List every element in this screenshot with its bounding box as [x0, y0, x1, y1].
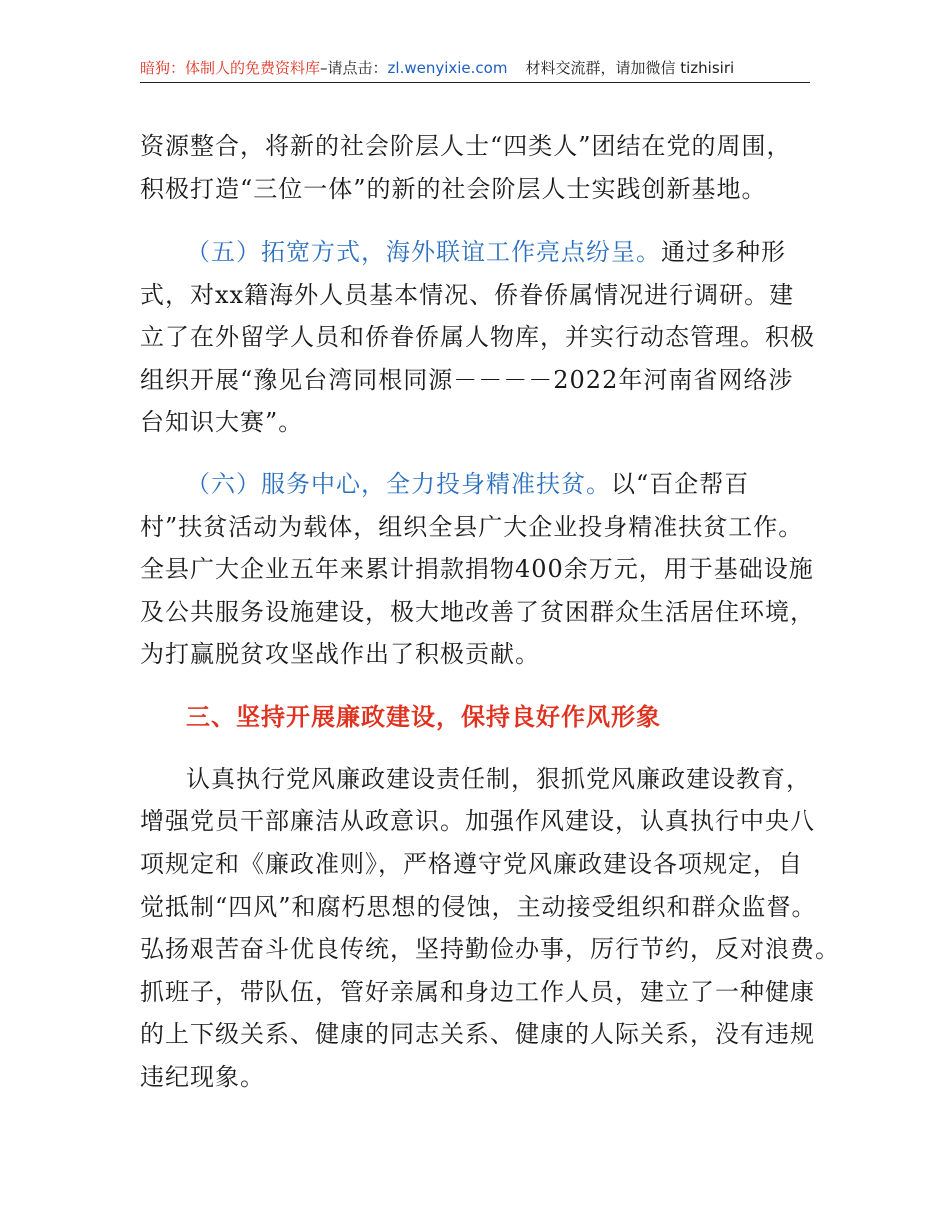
- paragraph-line: 式，对xx籍海外人员基本情况、侨眷侨属情况进行调研。建: [140, 281, 795, 309]
- paragraph-line: 认真执行党风廉政建设责任制，狠抓党风廉政建设教育，: [186, 765, 811, 793]
- paragraph-line: 全县广大企业五年来累计捐款捐物400余万元，用于基础设施: [140, 555, 814, 583]
- paragraph-line: 违纪现象。: [140, 1063, 265, 1091]
- paragraph-line: 项规定和《廉政准则》，严格遵守党风廉政建设各项规定，自: [140, 850, 803, 878]
- section-6-first-line: [186, 469, 749, 499]
- header-url-link[interactable]: zl.wenyixie.com: [387, 59, 508, 77]
- paragraph-line: 资源整合，将新的社会阶层人士“四类人”团结在党的周围，: [140, 132, 792, 160]
- header-brand: 暗狗：体制人的免费资料库: [140, 59, 321, 77]
- page-header: [140, 56, 810, 83]
- section-6-title: （六）服务中心，全力投身精准扶贫。: [186, 470, 611, 498]
- paragraph-line: 弘扬艰苦奋斗优良传统，坚持勤俭办事，厉行节约，反对浪费。: [140, 935, 840, 963]
- paragraph-line: 的上下级关系、健康的同志关系、健康的人际关系，没有违规: [140, 1020, 815, 1048]
- paragraph-line: 觉抵制“四风”和腐朽思想的侵蚀，主动接受组织和群众监督。: [140, 893, 817, 921]
- paragraph-line: 村”扶贫活动为载体，组织全县广大企业投身精准扶贫工作。: [140, 513, 804, 541]
- paragraph-line: 组织开展“豫见台湾同根同源－－－－2022年河南省网络涉: [140, 366, 794, 394]
- paragraph-line: 立了在外留学人员和侨眷侨属人物库，并实行动态管理。积极: [140, 323, 815, 351]
- section-5-first-line: [186, 237, 786, 267]
- paragraph-line: 抓班子，带队伍，管好亲属和身边工作人员，建立了一种健康: [140, 978, 815, 1006]
- header-click-prefix: –请点击：: [320, 59, 388, 77]
- paragraph-line: 为打赢脱贫攻坚战作出了积极贡献。: [140, 640, 540, 668]
- paragraph-line: 积极打造“三位一体”的新的社会阶层人士实践创新基地。: [140, 175, 767, 203]
- header-group-note: 材料交流群，请加微信 tizhisiri: [525, 59, 735, 77]
- paragraph-line: 台知识大赛”。: [140, 408, 304, 436]
- paragraph-line: 及公共服务设施建设，极大地改善了贫困群众生活居住环境，: [140, 598, 815, 626]
- section-3-heading: 三、坚持开展廉政建设，保持良好作风形象: [186, 703, 661, 731]
- section-6-text: 以“百企帮百: [611, 470, 750, 498]
- paragraph-line: 增强党员干部廉洁从政意识。加强作风建设，认真执行中央八: [140, 807, 815, 835]
- section-5-text: 通过多种形: [661, 238, 786, 266]
- section-5-title: （五）拓宽方式，海外联谊工作亮点纷呈。: [186, 238, 661, 266]
